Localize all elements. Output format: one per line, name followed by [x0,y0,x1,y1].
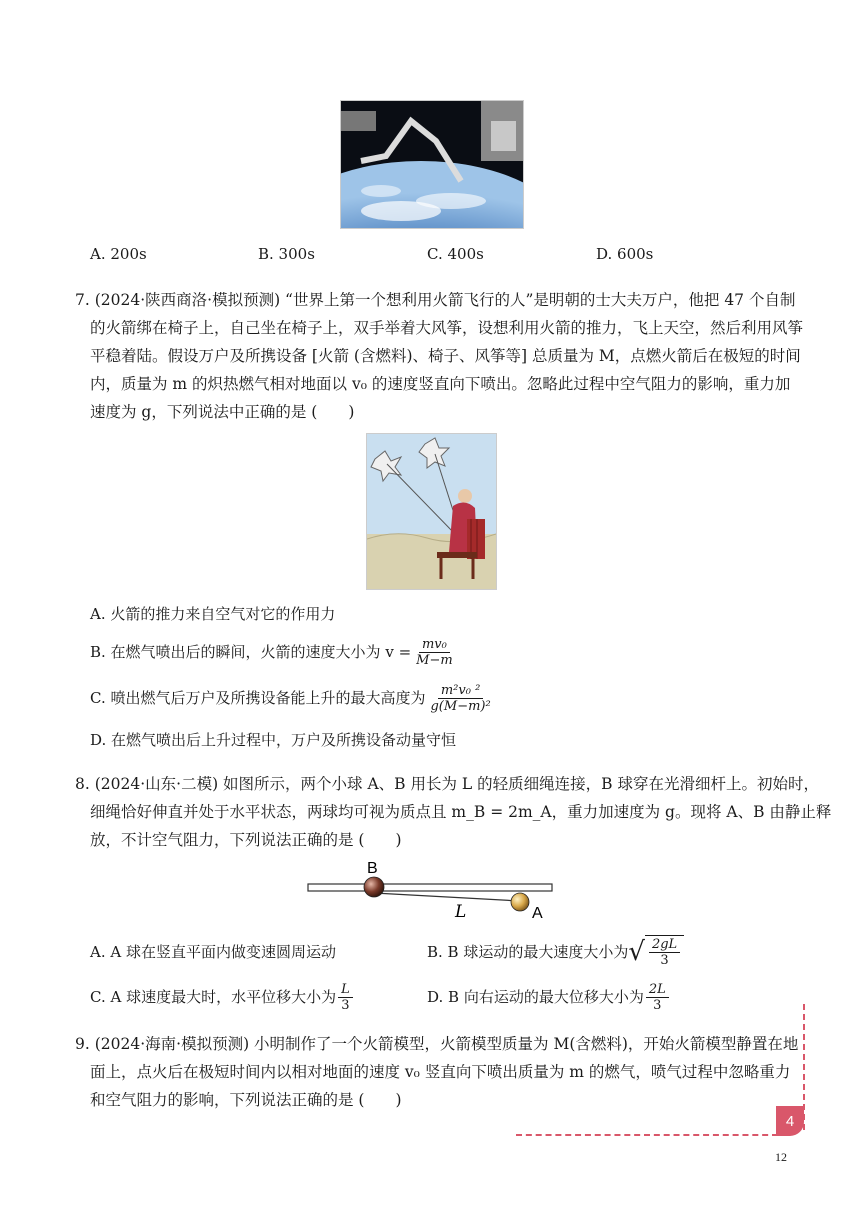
question-7-line-3: 平稳着陆。假设万户及所携设备 [火箭 (含燃料)、椅子、风筝等] 总质量为 M，点燃火箭后在极短的时间 [90,347,801,365]
question-8-line-1: 8. (2024·山东·二模) 如图所示，两个小球 A、B 用长为 L 的轻质细绳连接，B 球穿在光滑细杆上。初始时， [75,775,819,793]
page-number: 12 [775,1150,787,1164]
rod [308,884,552,891]
question-7-line-5: 速度为 g，下列说法中正确的是 ( ) [90,403,355,421]
option-d: D. 600s [596,245,654,263]
question-9-line-2: 面上，点火后在极短时间内以相对地面的速度 v₀ 竖直向下喷出质量为 m 的燃气，喷气过程中忽略重力 [90,1063,791,1081]
label-a: A [532,905,543,922]
space-station-photo [340,100,524,229]
question-8-line-3: 放，不计空气阻力，下列说法正确的是 ( ) [90,831,402,849]
q7-option-d: D. 在燃气喷出后上升过程中，万户及所携设备动量守恒 [90,731,457,749]
q7-option-c [90,678,496,718]
q8-option-b-denominator: 3 [660,953,669,968]
q7-option-b-numerator: mv₀ [419,637,450,653]
label-b: B [367,860,378,877]
q8-option-d-numerator: 2L [646,982,669,998]
wan-hu-illustration [366,433,497,590]
q7-option-c-numerator: m²v₀ ² [438,683,483,699]
q7-option-c-text: C. 喷出燃气后万户及所携设备能上升的最大高度为 [90,689,426,707]
q7-option-a: A. 火箭的推力来自空气对它的作用力 [90,605,336,623]
q8-option-a: A. A 球在竖直平面内做变速圆周运动 [90,943,336,961]
q7-option-b [90,634,458,670]
question-7-line-1: 7. (2024·陕西商洛·模拟预测) “世界上第一个想利用火箭飞行的人”是明朝的士大夫万户，他把 47 个自制 [75,291,796,309]
option-a: A. 200s [90,245,147,263]
q7-option-c-fraction [427,683,493,714]
option-c: C. 400s [427,245,484,263]
label-l: L [455,902,467,922]
question-9-line-1: 9. (2024·海南·模拟预测) 小明制作了一个火箭模型，火箭模型质量为 M(含燃料)，开始火箭模型静置在地 [75,1035,799,1053]
q8-option-d-text: D. B 向右运动的最大位移大小为 [427,988,644,1006]
q8-option-c [90,978,355,1016]
q8-option-b-fraction [649,937,680,968]
q8-option-c-numerator: L [338,982,353,998]
string [374,893,520,901]
q8-option-c-text: C. A 球速度最大时，水平位移大小为 [90,988,337,1006]
q8-option-b-numerator: 2gL [649,937,680,953]
dashed-horizontal-line [516,1134,778,1136]
q8-option-b-sqrt: √ $\frac{2gL}{3}$ [628,935,684,969]
question-7-line-4: 内，质量为 m 的炽热燃气相对地面以 v₀ 的速度竖直向下喷出。忽略此过程中空气阻力的影响，重力加 [90,375,791,393]
question-9-line-3: 和空气阻力的影响，下列说法正确的是 ( ) [90,1091,402,1109]
ball-b [364,877,384,897]
q8-option-c-denominator: 3 [341,997,350,1013]
question-8-line-2: 细绳恰好伸直并处于水平状态，两球均可视为质点且 m_B = 2m_A，重力加速度为 g。现将 A、B 由静止释 [90,803,832,821]
rod-balls-figure [300,856,570,922]
q8-option-d [427,978,671,1016]
q8-option-b-text: B. B 球运动的最大速度大小为 [427,943,629,961]
ball-a [511,893,529,911]
q7-option-b-denominator: M−m [416,652,453,668]
page-badge [776,1106,804,1136]
q7-option-b-text: B. 在燃气喷出后的瞬间，火箭的速度大小为 v = [90,643,412,661]
q8-option-b [427,933,684,971]
page-badge-label: 4 [785,1112,795,1130]
option-b: B. 300s [258,245,315,263]
q8-option-c-fraction [338,982,353,1013]
question-7-line-2: 的火箭绑在椅子上，自己坐在椅子上，双手举着大风筝，设想利用火箭的推力，飞上天空，然后利用风筝 [90,319,804,337]
q7-option-c-denominator: g(M−m)² [430,698,491,714]
q8-option-d-fraction [646,982,669,1013]
q8-option-d-denominator: 3 [653,997,662,1013]
q7-option-b-fraction [413,637,456,668]
